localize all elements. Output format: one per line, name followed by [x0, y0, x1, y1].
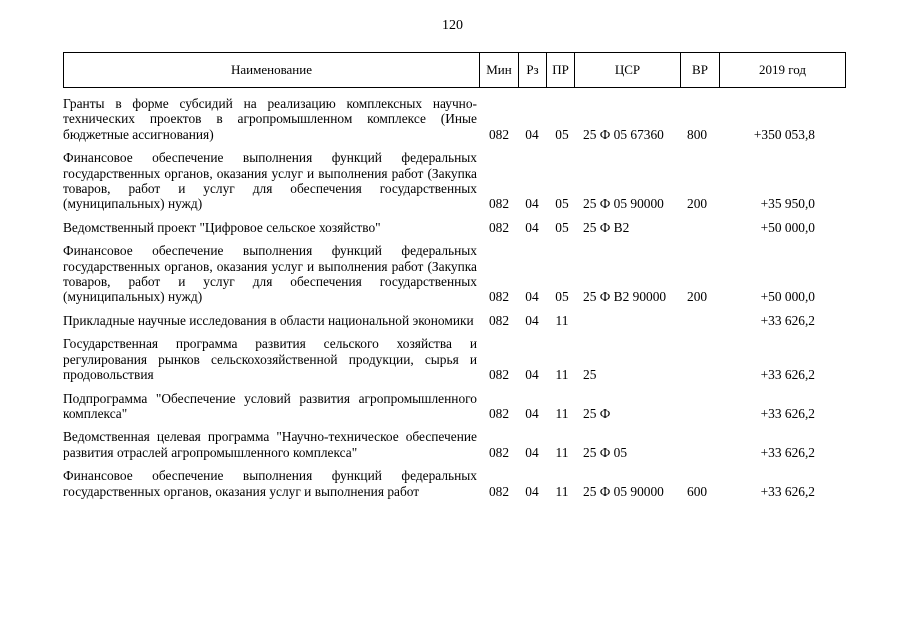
table-row [63, 313, 853, 328]
row-rz: 04 [525, 483, 539, 499]
row-rz: 04 [525, 126, 539, 142]
row-min: 082 [488, 289, 510, 305]
row-vr: 200 [687, 196, 708, 212]
header-rz: Рз [519, 53, 547, 88]
row-sum: +33 626,2 [760, 483, 815, 499]
row-min: 082 [488, 405, 510, 421]
row-min: 082 [488, 483, 510, 499]
header-csr: ЦСР [575, 53, 681, 88]
row-min: 082 [488, 367, 510, 383]
row-vr: 800 [687, 126, 708, 142]
header-min: Мин [480, 53, 519, 88]
row-csr: 25 Ф В2 90000 [583, 289, 667, 305]
row-sum: +33 626,2 [760, 367, 815, 383]
row-rz: 04 [525, 405, 539, 421]
row-name: Финансовое обеспечение выполнения функций федеральных государственных органов, оказания услуг и выполнения работ (Закупка товаров, работ и услуг для обеспечения государственных (муниципальных) нужд) [63, 150, 477, 212]
table-row [63, 391, 853, 422]
row-csr: 25 Ф 05 [583, 444, 628, 460]
row-min: 082 [488, 444, 510, 460]
row-min: 082 [488, 196, 510, 212]
table-row [63, 96, 853, 142]
row-name: Ведомственная целевая программа "Научно-техническое обеспечение развития отраслей агропромышленного комплекса" [63, 429, 477, 460]
row-rz: 04 [525, 312, 539, 328]
row-name: Подпрограмма "Обеспечение условий развития агропромышленного комплекса" [63, 390, 477, 421]
row-pr: 11 [555, 367, 569, 383]
row-pr: 11 [555, 405, 569, 421]
row-csr: 25 [583, 367, 597, 383]
row-min: 082 [488, 219, 510, 235]
row-name: Гранты в форме субсидий на реализацию комплексных научно-технических проектов в агропромышленном комплексе (Иные бюджетные ассигнования) [63, 96, 477, 142]
table-row [63, 429, 853, 460]
row-sum: +35 950,0 [760, 196, 815, 212]
header-name: Наименование [64, 53, 480, 88]
row-rz: 04 [525, 367, 539, 383]
row-sum: +50 000,0 [760, 289, 815, 305]
row-pr: 11 [555, 483, 569, 499]
row-pr: 11 [555, 444, 569, 460]
row-vr: 600 [687, 483, 708, 499]
row-pr: 11 [555, 312, 569, 328]
table-row [63, 336, 853, 382]
row-name: Финансовое обеспечение выполнения функций федеральных государственных органов, оказания услуг и выполнения работ (Закупка товаров, работ и услуг для обеспечения государственных (муниципальных) нужд) [63, 243, 477, 305]
row-rz: 04 [525, 444, 539, 460]
row-sum: +350 053,8 [753, 126, 815, 142]
row-sum: +50 000,0 [760, 219, 815, 235]
row-csr: 25 Ф [583, 405, 611, 421]
table-header [63, 52, 846, 88]
row-sum: +33 626,2 [760, 444, 815, 460]
row-pr: 05 [555, 126, 569, 142]
row-pr: 05 [555, 219, 569, 235]
page-number: 120 [442, 18, 463, 33]
header-year: 2019 год [720, 53, 846, 88]
table-body [63, 96, 853, 507]
row-min: 082 [488, 126, 510, 142]
table-row [63, 468, 853, 499]
row-name: Финансовое обеспечение выполнения функций федеральных государственных органов, оказания услуг и выполнения работ [63, 468, 477, 499]
row-rz: 04 [525, 196, 539, 212]
row-name: Ведомственный проект "Цифровое сельское хозяйство" [63, 219, 381, 235]
row-name: Государственная программа развития сельского хозяйства и регулирования рынков сельскохозяйственной продукции, сырья и продовольствия [63, 336, 477, 383]
row-sum: +33 626,2 [760, 405, 815, 421]
row-name: Прикладные научные исследования в области национальной экономики [63, 312, 474, 328]
header-vr: ВР [681, 53, 720, 88]
table-row [63, 243, 853, 305]
table-row [63, 150, 853, 212]
row-min: 082 [488, 312, 510, 328]
row-rz: 04 [525, 289, 539, 305]
row-pr: 05 [555, 196, 569, 212]
row-rz: 04 [525, 219, 539, 235]
row-vr: 200 [687, 289, 708, 305]
row-sum: +33 626,2 [760, 312, 815, 328]
header-pr: ПР [547, 53, 575, 88]
row-csr: 25 Ф В2 [583, 219, 630, 235]
table-row [63, 220, 853, 235]
row-pr: 05 [555, 289, 569, 305]
row-csr: 25 Ф 05 90000 [583, 483, 664, 499]
row-csr: 25 Ф 05 90000 [583, 196, 664, 212]
row-csr: 25 Ф 05 67360 [583, 126, 664, 142]
